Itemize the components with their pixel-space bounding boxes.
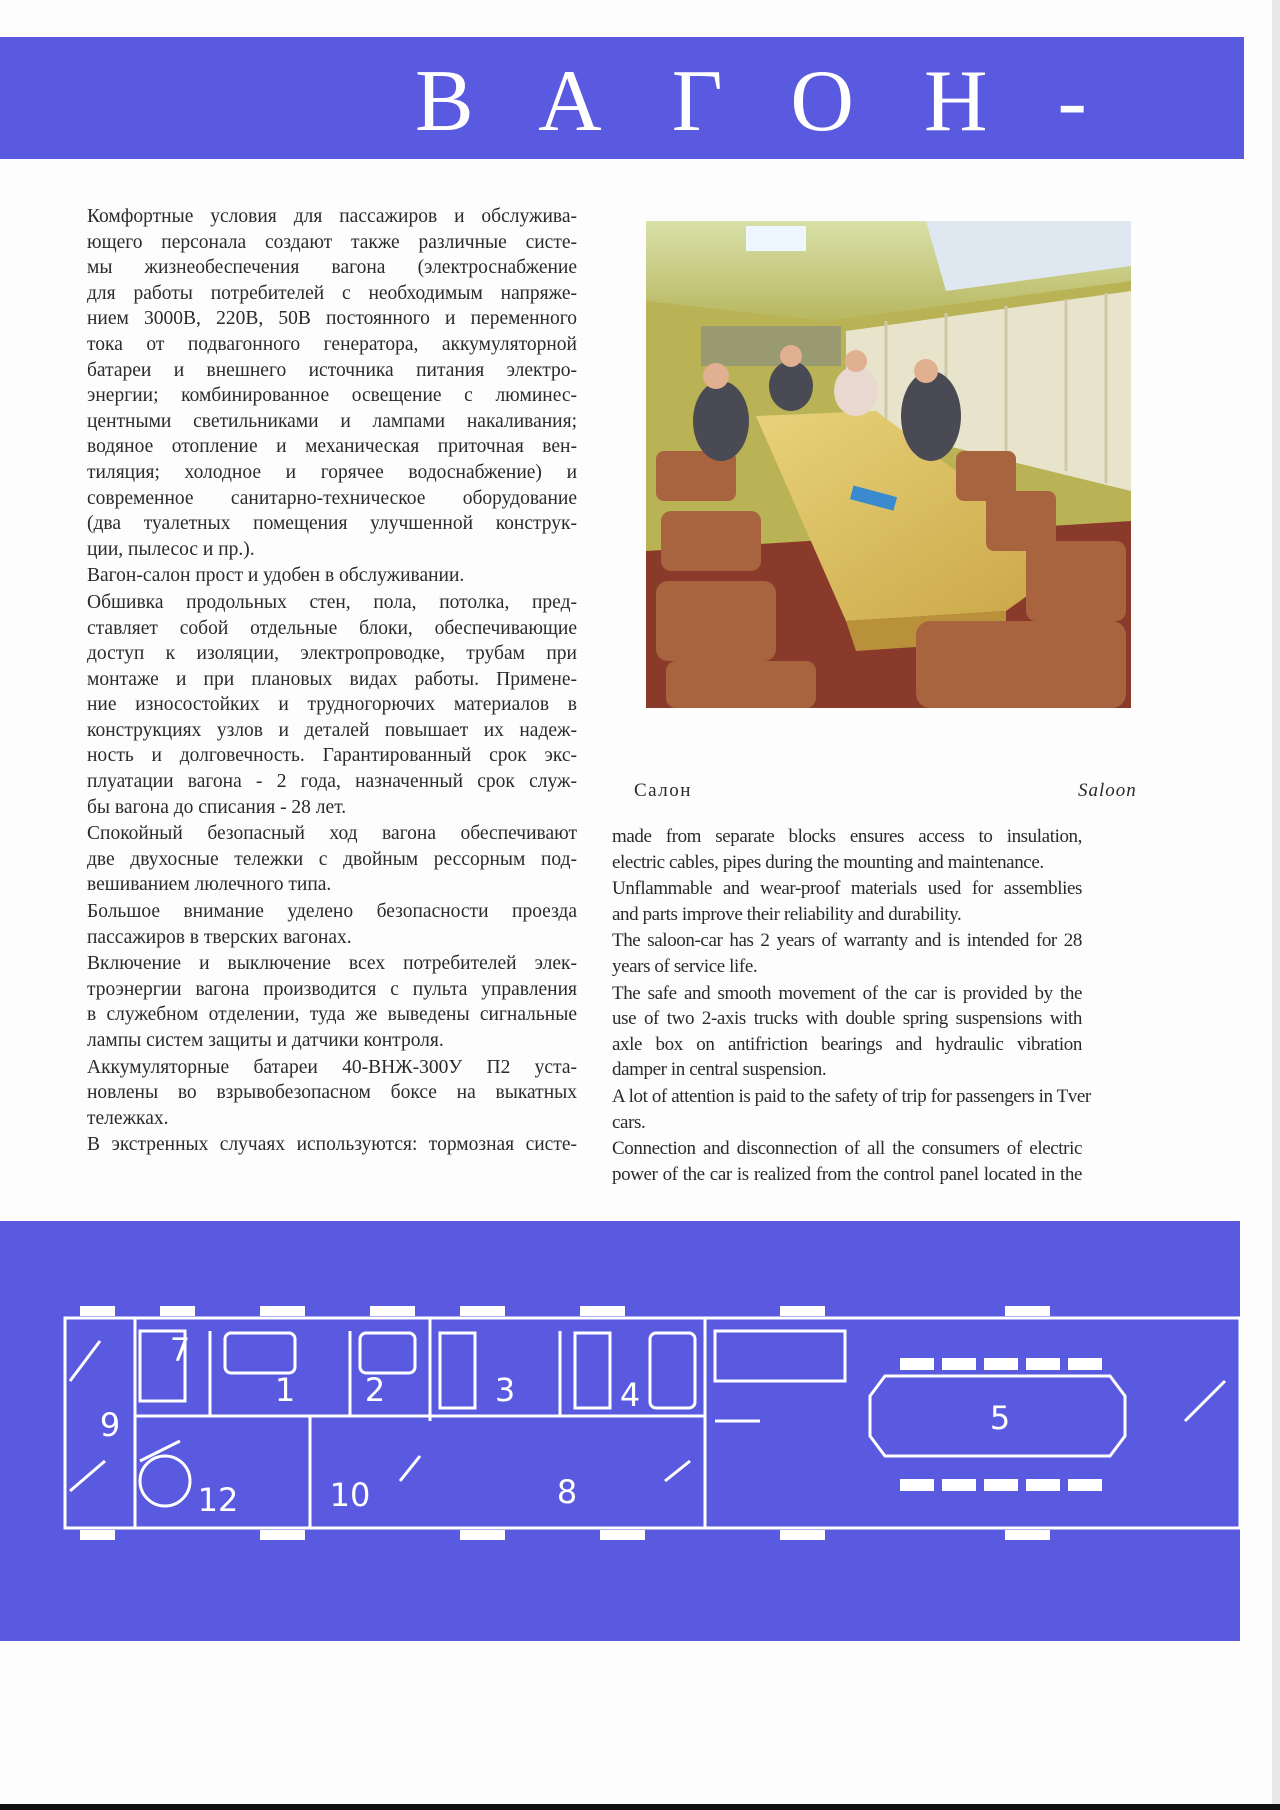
room-label: 10 [329,1476,371,1514]
text-line: тока от подвагонного генератора, аккумуляторной [87,333,577,355]
text-line: Комфортные условия для пассажиров и обслужива- [87,206,577,227]
text-line: нием 3000В, 220В, 50В постоянного и переменного [87,308,577,330]
paragraph [87,899,577,950]
paragraph [87,951,577,1053]
text-line: батареи и внешнего источника питания электро- [87,359,577,381]
room-label: 4 [619,1376,641,1414]
text-line: бы вагона до списания - 28 лет. [87,796,347,818]
text-line: энергии; комбинированное освещение с люминес- [87,385,577,407]
text-line: современное санитарно-техническое оборудование [87,487,577,509]
paragraph [612,824,1082,875]
text-line: Connection and disconnection of all the consumers of electric [612,1138,1082,1160]
text-line: водяное отопление и механическая приточная вен- [87,436,577,458]
text-line: Спокойный безопасный ход вагона обеспечивают [87,823,577,845]
text-line: В экстренных случаях используются: тормозная систе- [87,1134,577,1156]
room-label: 5 [989,1399,1011,1437]
chair [1068,1358,1102,1370]
paragraph [612,981,1082,1083]
chair [900,1358,934,1370]
english-text-column [612,824,1091,1188]
room-label: 1 [274,1371,296,1409]
chair [942,1479,976,1491]
text-line: ние износостойких и трудногорючих материалов в [87,694,577,716]
photo-caption-en: Saloon [1078,780,1137,801]
text-line: Включение и выключение всех потребителей элек- [87,953,577,975]
paragraph [612,1084,1091,1135]
text-line: новлены во взрывобезопасном боксе на выкатных [87,1082,577,1104]
text-line: Вагон-салон прост и удобен в обслуживании. [87,565,465,587]
chair [942,1358,976,1370]
text-line: доступ к изоляции, электропроводке, трубам при [87,643,577,665]
text-line: power of the car is realized from the control panel located in the [612,1163,1082,1185]
text-line: для работы потребителей с необходимым напряже- [87,282,577,304]
room-label: 8 [556,1473,578,1511]
text-line: The saloon-car has 2 years of warranty and is intended for 28 [612,930,1082,952]
paragraph [87,1055,577,1132]
text-line: use of two 2-axis trucks with double spring suspensions with [612,1008,1082,1030]
text-line: тележках. [87,1107,169,1129]
russian-text-column [87,204,577,1159]
text-line: конструкциях узлов и деталей повышает их надеж- [87,719,577,741]
text-line: монтаже и при плановых видах работы. Примене- [87,668,577,690]
room-label: 12 [197,1481,239,1519]
text-line: A lot of attention is paid to the safety of trip for passengers in Tver [612,1085,1091,1107]
text-line: and parts improve their reliability and durability. [612,903,962,925]
text-line: ющего персонала создают также различные систе- [87,231,577,253]
text-line: Аккумуляторные батареи 40-ВНЖ-300У П2 уста- [87,1056,577,1078]
text-line: (два туалетных помещения улучшенной конструк- [87,513,577,535]
text-line: damper in central suspension. [612,1059,827,1081]
text-line: троэнергии вагона производится с пульта управления [87,978,577,1000]
text-line: лампы систем защиты и датчики контроля. [87,1030,444,1051]
text-line: Обшивка продольных стен, пола, потолка, пред- [87,591,577,613]
paragraph [612,928,1082,979]
page-edge [1272,0,1280,1810]
paragraph [87,563,577,589]
text-line: Большое внимание уделено безопасности проезда [87,901,577,923]
text-line: две двухосные тележки с двойным рессорным под- [87,848,577,870]
room-label: 9 [99,1406,121,1444]
paragraph [87,821,577,898]
text-line: electric cables, pipes during the mounting and maintenance. [612,851,1044,873]
text-line: ции, пылесос и пр.). [87,538,255,560]
text-line: мы жизнеобеспечения вагона (электроснабжение [87,257,577,279]
paragraph [612,1136,1082,1187]
paragraph [612,876,1082,927]
text-line: years of service life. [612,955,758,977]
scan-border [0,1804,1280,1810]
paragraph [87,204,577,562]
text-line: axle box on antifriction bearings and hydraulic vibration [612,1033,1082,1055]
text-line: made from separate blocks ensures access to insulation, [612,826,1082,847]
paragraph [87,590,577,820]
text-line: The safe and smooth movement of the car is provided by the [612,982,1082,1004]
text-line: центными светильниками и лампами накаливания; [87,410,577,432]
room-label: 3 [494,1371,516,1409]
text-line: ставляет собой отдельные блоки, обеспечивающие [87,617,577,639]
text-line: тиляция; холодное и горячее водоснабжение) и [87,461,577,483]
text-line: плуатации вагона - 2 года, назначенный срок служ- [87,771,577,793]
text-line: Unflammable and wear-proof materials used for assemblies [612,878,1082,900]
text-line: ность и долговечность. Гарантированный срок экс- [87,745,577,767]
chair [1068,1479,1102,1491]
chair [1026,1479,1060,1491]
text-line: в служебном отделении, туда же выведены сигнальные [87,1004,577,1026]
text-line: пассажиров в тверских вагонах. [87,926,352,948]
text-line: вешиванием люлечного типа. [87,874,332,896]
page-title: ВАГОН- [415,53,1157,150]
saloon-photo [646,221,1131,708]
photo-caption-ru: Салон [634,780,692,801]
chair [984,1479,1018,1491]
chair [984,1358,1018,1370]
text-line: cars. [612,1111,646,1133]
room-label: 7 [169,1331,191,1369]
chair [900,1479,934,1491]
floor-plan [0,1221,1240,1641]
paragraph [87,1132,577,1158]
room-label: 2 [364,1371,386,1409]
chair [1026,1358,1060,1370]
